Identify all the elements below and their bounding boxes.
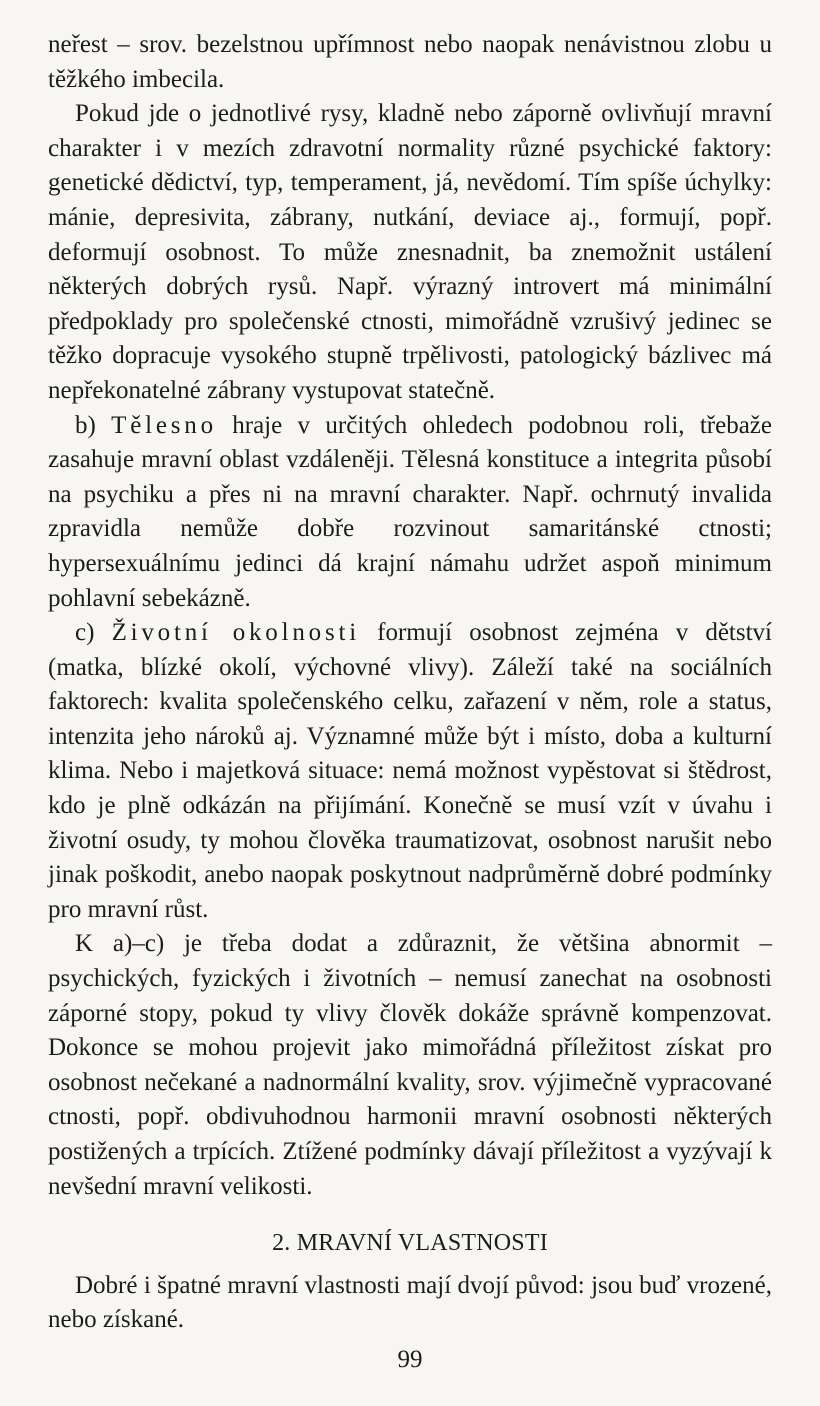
page-number: 99 — [397, 1346, 423, 1373]
term-telesno: Tělesno — [111, 411, 217, 439]
paragraph-life-text: formují osobnost zejména v dětství (matka, blízké okolí, výchovné vlivy). Záleží také na sociálních faktorech: kvalita společenského celku, zařazení v něm, role a status, intenzita jeho nároků aj. Významné může být i místo, doba a kulturní klima. Nebo i majetková situace: nemá možnost vypěstovat si štědrost, kdo je plně odkázán na přijímání. Konečně se musí vzít v úvahu i životní osudy, ty mohou člověka traumatizovat, osobnost narušit nebo jinak poškodit, anebo naopak poskytnout nadprůměrně dobré podmínky pro mravní růst. — [48, 619, 772, 923]
paragraph-psychic-factors: Pokud jde o jednotlivé rysy, kladně nebo záporně ovlivňují mravní charakter i v mezích zdravotní normality různé psychické faktory: genetické dědictví, typ, temperament, já, nevědomí. Tím spíše úchylky: mánie, depresivita, zábrany, nutkání, deviace aj., formují, popř. deformují osobnost. To může znesnadnit, ba znemožnit ustálení některých dobrých rysů. Např. výrazný introvert má minimální předpoklady pro společenské ctnosti, mimořádně vzrušivý jedinec se těžko dopracuje vysokého stupně trpělivosti, patologický bázlivec má nepřekonatelné zábrany vystupovat statečně. — [48, 100, 772, 404]
paragraph-body — [48, 409, 772, 617]
paragraph-continuation: neřest – srov. bezelstnou upřímnost nebo naopak nenávistnou zlobu u těžkého imbecila. — [48, 31, 772, 93]
term-zivotni-okolnosti: Životní okolnosti — [111, 619, 360, 647]
paragraph-moral-properties: Dobré i špatné mravní vlastnosti mají dvojí původ: jsou buď vrozené, nebo získané. — [48, 1271, 772, 1334]
item-marker-b: b) — [75, 411, 112, 439]
paragraph-body-text: hraje v určitých ohledech podobnou roli, třebaže zasahuje mravní oblast vzdáleněji. Tělesná konstituce a integrita působí na psychiku a přes ni na mravní charakter. Např. ochrnutý invalida zpravidla nemůže dobře rozvinout samaritánské ctnosti; hypersexuálnímu jedinci dá krajní námahu udržet aspoň minimum pohlavní sebekázně. — [48, 411, 773, 612]
page-body — [48, 28, 772, 1338]
section-heading: 2. MRAVNÍ VLASTNOSTI — [272, 1230, 548, 1257]
paragraph-abnormities: K a)–c) je třeba dodat a zdůraznit, že většina abnormit – psychických, fyzických i životních – nemusí zanechat na osobnosti záporné stopy, pokud ty vlivy člověk dokáže správně kompenzovat. Dokonce se mohou projevit jako mimořádná příležitost získat pro osobnost nečekané a nadnormální kvality, srov. výjimečně vypracované ctnosti, popř. obdivuhodnou harmonii mravní osobnosti některých postižených a trpících. Ztížené podmínky dávají příležitost a vyzývají k nevšední mravní velikosti. — [48, 930, 772, 1200]
paragraph-life-circumstances — [48, 616, 772, 927]
item-marker-c: c) — [75, 619, 112, 647]
